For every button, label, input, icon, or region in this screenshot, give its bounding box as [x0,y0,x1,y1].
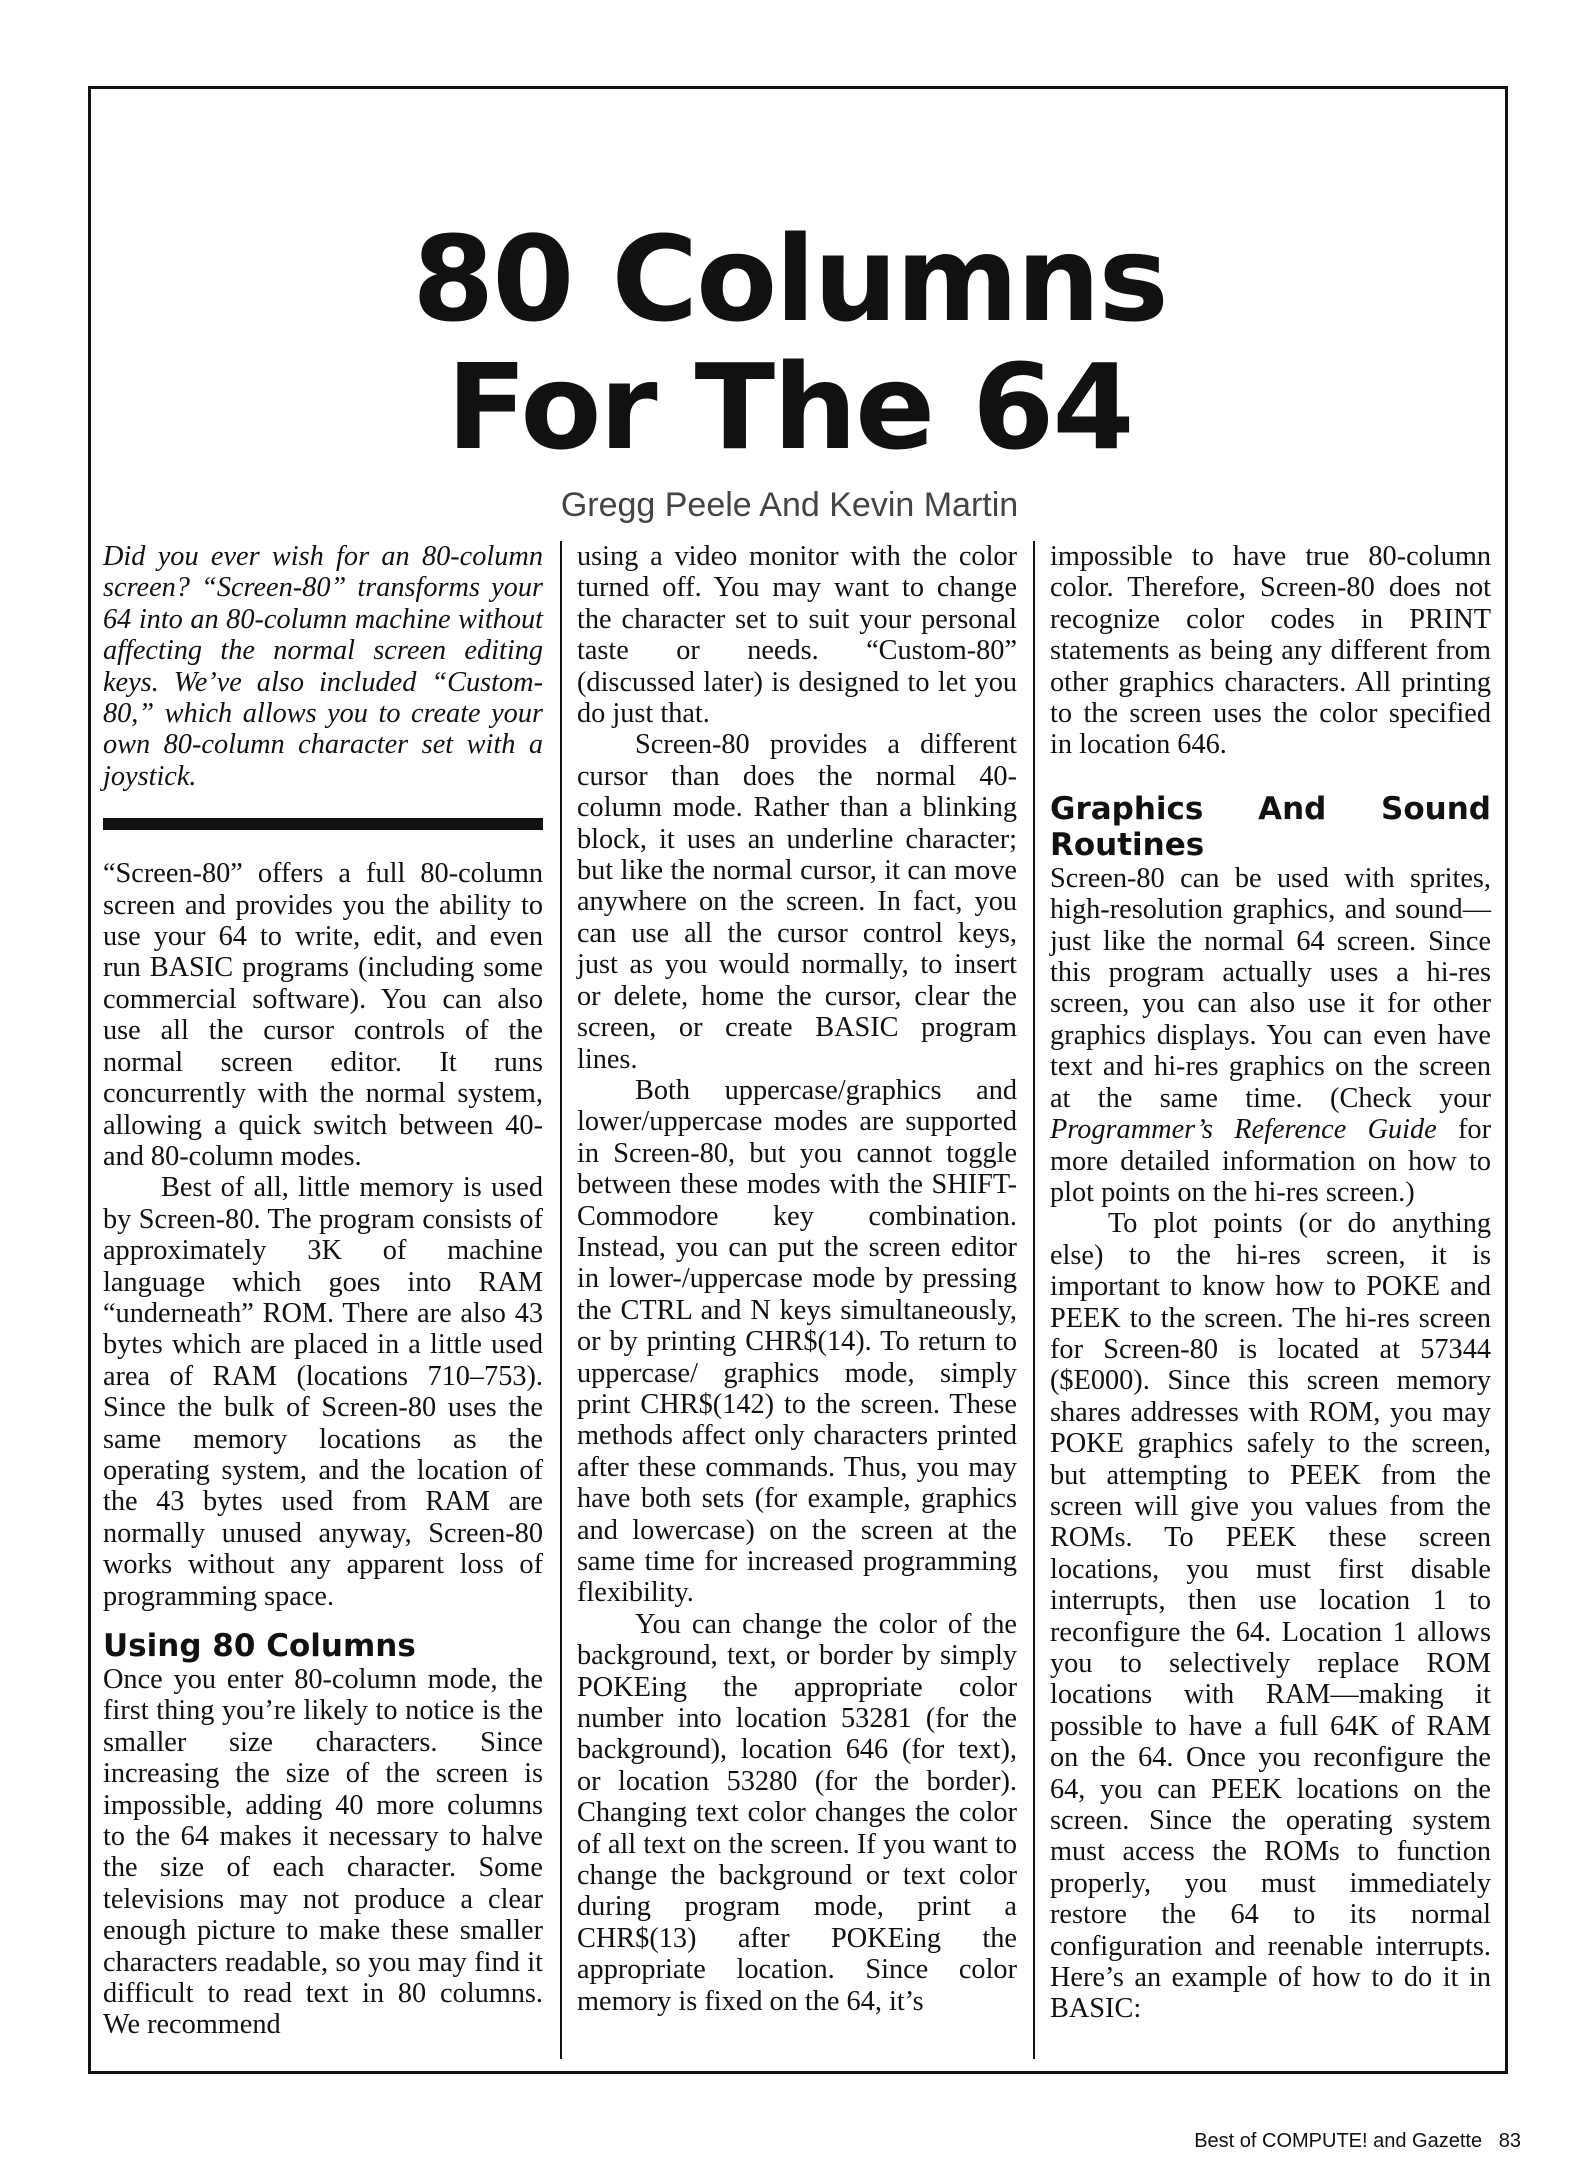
paragraph: “Screen-80” offers a full 80-column screen and provides you the ability to use your 64 to write, edit, and even run BASIC programs (including some commercial software). You can also use all the cursor controls of the normal screen editor. It runs concurrently with the normal system, allowing a quick switch between 40- and 80-column modes. [103,858,543,1172]
column-divider-1 [560,541,562,2059]
text-run: for more detailed information on how to plot points on the hi-res screen.) [1050,1114,1491,1208]
paragraph: impossible to have true 80-column color. Therefore, Screen-80 does not recognize color codes in PRINT statements as being any different from other graphics characters. All printing to the screen uses the color specified in location 646. [1050,541,1491,761]
intro-paragraph: Did you ever wish for an 80-column screen? “Screen-80” transforms your 64 into an 80-column machine without affecting the normal screen editing keys. We’ve also included “Custom-80,” which allows you to create your own 80-column character set with a joystick. [103,541,543,792]
reference-title: Programmer’s Reference Guide [1050,1114,1437,1146]
paragraph: using a video monitor with the color turned off. You may want to change the character set to suit your personal taste or needs. “Custom-80” (discussed later) is designed to let you do just that. [577,541,1017,730]
paragraph: Once you enter 80-column mode, the first thing you’re likely to notice is the smaller size characters. Since increasing the size of the screen is impossible, adding 40 more columns to the 64 makes it necessary to halve the size of each character. Some televisions may not produce a clear enough picture to make these smaller characters readable, so you may find it difficult to read text in 80 columns. We recommend [103,1664,543,2041]
paragraph [1050,863,1491,1208]
intro-divider [103,818,543,830]
column-2 [577,541,1017,2017]
section-heading-graphics-and-sound: Graphics And Sound Routines [1050,790,1491,863]
column-divider-2 [1033,541,1035,2059]
column-1 [103,541,543,2041]
paragraph: Both uppercase/graphics and lower/uppercase modes are supported in Screen-80, but you cannot toggle between these modes with the SHIFT-Commodore key combination. Instead, you can put the screen editor in lower-/uppercase mode by pressing the CTRL and N keys simultaneously, or by printing CHR$(14). To return to uppercase/ graphics mode, simply print CHR$(142) to the screen. These methods affect only characters printed after these commands. Thus, you may have both sets (for example, graphics and lowercase) on the screen at the same time for increased programming flexibility. [577,1074,1017,1609]
paragraph: Screen-80 provides a different cursor than does the normal 40-column mode. Rather than a blinking block, it uses an underline character; but like the normal cursor, it can move anywhere on the screen. In fact, you can use all the cursor control keys, just as you would normally, to insert or delete, home the cursor, clear the screen, or create BASIC program lines. [577,729,1017,1075]
byline: Gregg Peele And Kevin Martin [560,486,1019,524]
publication-name: Best of COMPUTE! and Gazette [1194,2130,1483,2152]
section-heading-using-80-columns: Using 80 Columns [103,1628,416,1664]
column-3 [1050,541,1491,2025]
paragraph: Best of all, little memory is used by Screen-80. The program consists of approximately 3K of machine language which goes into RAM “underneath” ROM. There are also 43 bytes which are placed in a little used area of RAM (locations 710–753). Since the bulk of Screen-80 uses the same memory locations as the operating system, and the location of the 43 bytes used from RAM are normally unused anyway, Screen-80 works without any apparent loss of programming space. [103,1172,543,1612]
paragraph: To plot points (or do anything else) to the hi-res screen, it is important to know how to POKE and PEEK to the screen. The hi-res screen for Screen-80 is located at 57344 ($E000). Since this screen memory shares addresses with ROM, you may POKE graphics safely to the screen, but attempting to PEEK from the screen will give you values from the ROMs. To PEEK these screen locations, you must first disable interrupts, then use location 1 to reconfigure the 64. Location 1 allows you to selectively replace ROM locations with RAM—making it possible to have a full 64K of RAM on the 64. Once you reconfigure the 64, you can PEEK locations on the screen. Since the operating system must access the ROMs to function properly, you must immediately restore the 64 to its normal configuration and reenable interrupts. Here’s an example of how to do it in BASIC: [1050,1208,1491,2025]
article-title-line2: For The 64 [446,338,1133,476]
paragraph: You can change the color of the background, text, or border by simply POKEing the appropriate color number into location 53281 (for the background), location 646 (for text), or location 53280 (for the border). Changing text color changes the color of all text on the screen. If you want to change the background or text color during program mode, print a CHR$(13) after POKEing the appropriate location. Since color memory is fixed on the 64, it’s [577,1608,1017,2017]
page-number: 83 [1498,2130,1521,2152]
text-run: Screen-80 can be used with sprites, high-resolution graphics, and sound—just like the normal 64 screen. Since this program actually uses a hi-res screen, you can also use it for other graphics displays. You can even have text and hi-res graphics on the screen at the same time. (Check your [1050,862,1491,1114]
article-title-line1: 80 Columns [412,210,1167,348]
page-footer [1194,2130,1521,2153]
